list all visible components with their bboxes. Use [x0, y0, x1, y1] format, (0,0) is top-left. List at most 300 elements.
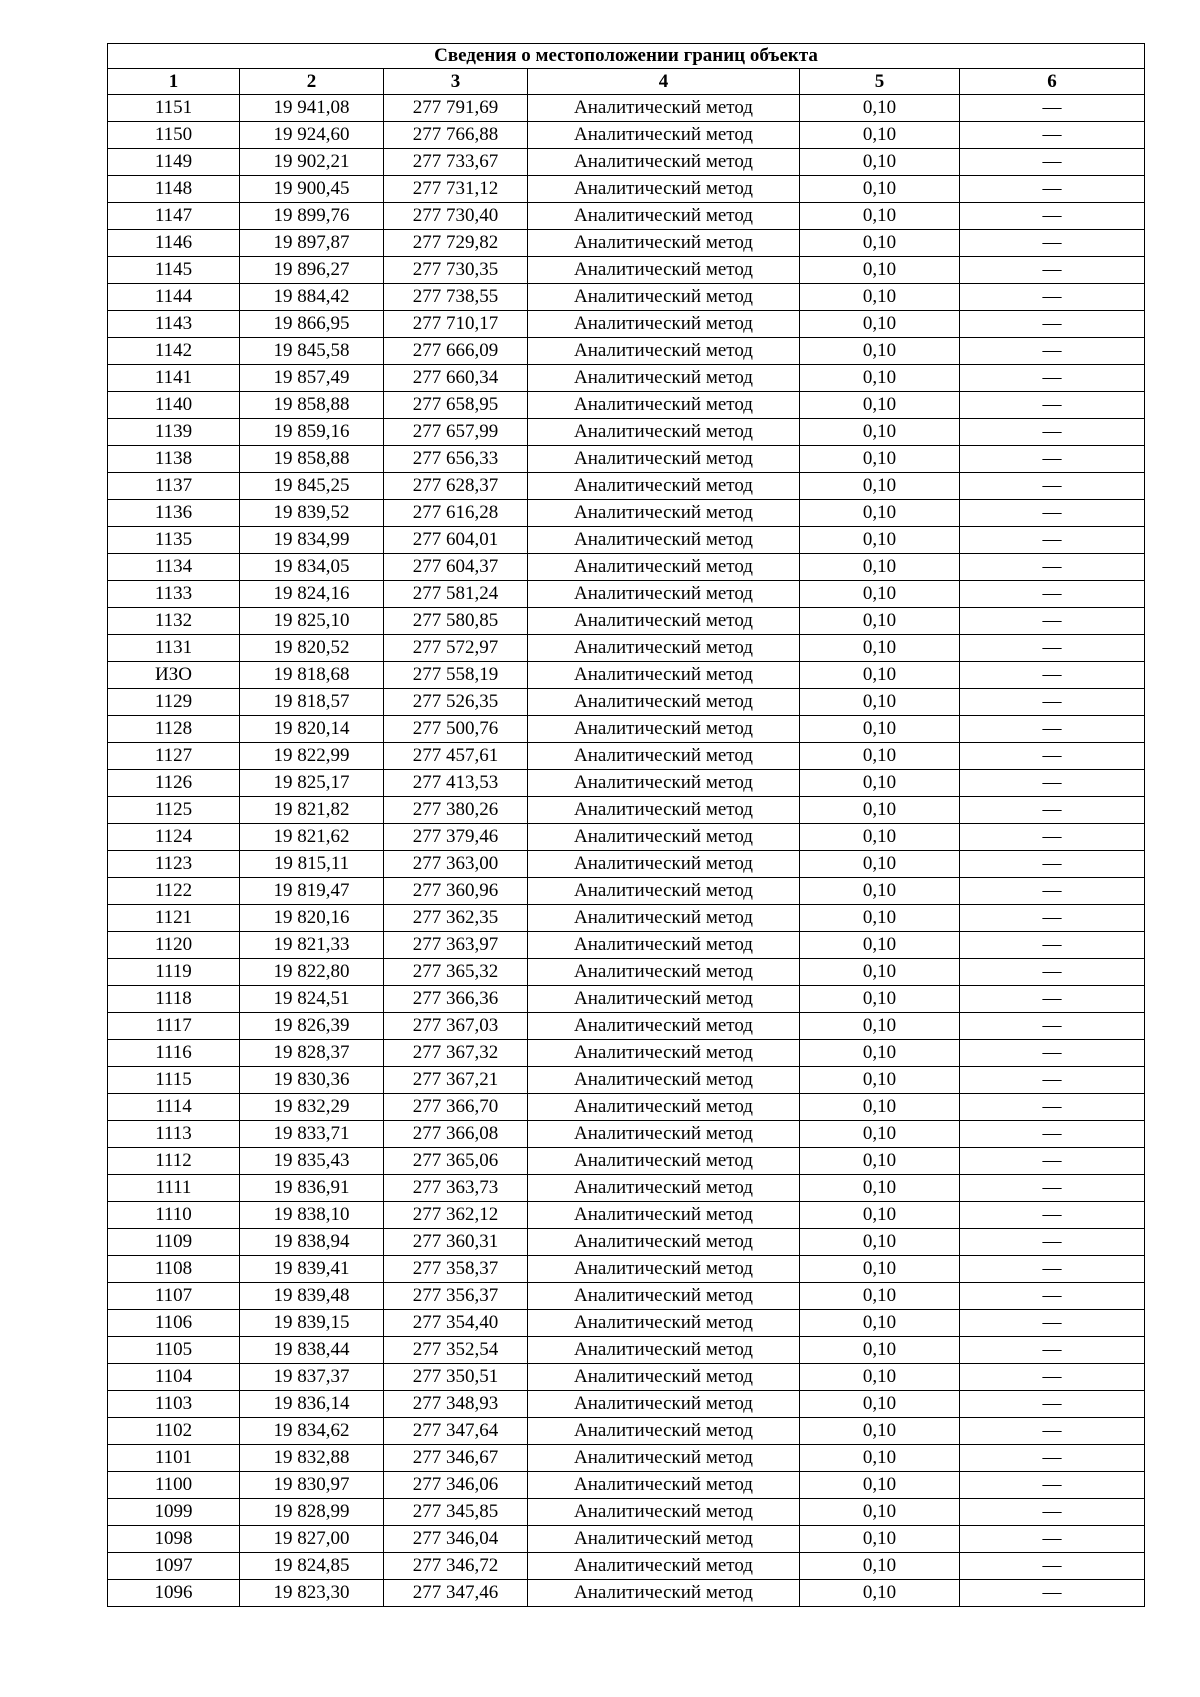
description-cell: — — [960, 392, 1145, 419]
x-coordinate-cell: 19 896,27 — [240, 257, 384, 284]
x-coordinate-cell: 19 899,76 — [240, 203, 384, 230]
table-row — [108, 230, 1145, 257]
accuracy-cell: 0,10 — [800, 986, 960, 1013]
table-row — [108, 122, 1145, 149]
x-coordinate-cell: 19 826,39 — [240, 1013, 384, 1040]
description-cell: — — [960, 446, 1145, 473]
x-coordinate-cell: 19 834,05 — [240, 554, 384, 581]
table-row — [108, 419, 1145, 446]
table-row — [108, 500, 1145, 527]
y-coordinate-cell: 277 363,73 — [384, 1175, 528, 1202]
point-number-cell: 1103 — [108, 1391, 240, 1418]
x-coordinate-cell: 19 836,14 — [240, 1391, 384, 1418]
description-cell: — — [960, 1256, 1145, 1283]
accuracy-cell: 0,10 — [800, 635, 960, 662]
accuracy-cell: 0,10 — [800, 203, 960, 230]
point-number-cell: 1111 — [108, 1175, 240, 1202]
y-coordinate-cell: 277 358,37 — [384, 1256, 528, 1283]
point-number-cell: 1143 — [108, 311, 240, 338]
y-coordinate-cell: 277 572,97 — [384, 635, 528, 662]
description-cell: — — [960, 1040, 1145, 1067]
y-coordinate-cell: 277 346,67 — [384, 1445, 528, 1472]
y-coordinate-cell: 277 558,19 — [384, 662, 528, 689]
y-coordinate-cell: 277 367,03 — [384, 1013, 528, 1040]
x-coordinate-cell: 19 835,43 — [240, 1148, 384, 1175]
method-cell: Аналитический метод — [528, 95, 800, 122]
table-row — [108, 365, 1145, 392]
table-row — [108, 176, 1145, 203]
description-cell: — — [960, 1391, 1145, 1418]
description-cell: — — [960, 743, 1145, 770]
y-coordinate-cell: 277 356,37 — [384, 1283, 528, 1310]
x-coordinate-cell: 19 830,36 — [240, 1067, 384, 1094]
description-cell: — — [960, 1418, 1145, 1445]
point-number-cell: 1145 — [108, 257, 240, 284]
description-cell: — — [960, 689, 1145, 716]
y-coordinate-cell: 277 526,35 — [384, 689, 528, 716]
x-coordinate-cell: 19 824,16 — [240, 581, 384, 608]
x-coordinate-cell: 19 839,52 — [240, 500, 384, 527]
method-cell: Аналитический метод — [528, 446, 800, 473]
table-row — [108, 1580, 1145, 1607]
point-number-cell: 1107 — [108, 1283, 240, 1310]
x-coordinate-cell: 19 857,49 — [240, 365, 384, 392]
description-cell: — — [960, 1202, 1145, 1229]
point-number-cell: 1131 — [108, 635, 240, 662]
y-coordinate-cell: 277 354,40 — [384, 1310, 528, 1337]
accuracy-cell: 0,10 — [800, 95, 960, 122]
table-row — [108, 932, 1145, 959]
accuracy-cell: 0,10 — [800, 689, 960, 716]
y-coordinate-cell: 277 367,21 — [384, 1067, 528, 1094]
table-row — [108, 1553, 1145, 1580]
table-row — [108, 1445, 1145, 1472]
y-coordinate-cell: 277 500,76 — [384, 716, 528, 743]
point-number-cell: 1104 — [108, 1364, 240, 1391]
x-coordinate-cell: 19 859,16 — [240, 419, 384, 446]
accuracy-cell: 0,10 — [800, 1580, 960, 1607]
table-row — [108, 1067, 1145, 1094]
method-cell: Аналитический метод — [528, 1202, 800, 1229]
point-number-cell: 1098 — [108, 1526, 240, 1553]
point-number-cell: 1151 — [108, 95, 240, 122]
method-cell: Аналитический метод — [528, 1094, 800, 1121]
method-cell: Аналитический метод — [528, 257, 800, 284]
method-cell: Аналитический метод — [528, 365, 800, 392]
accuracy-cell: 0,10 — [800, 1202, 960, 1229]
method-cell: Аналитический метод — [528, 1310, 800, 1337]
table-row — [108, 743, 1145, 770]
description-cell: — — [960, 1526, 1145, 1553]
description-cell: — — [960, 932, 1145, 959]
accuracy-cell: 0,10 — [800, 1472, 960, 1499]
column-header: 6 — [960, 69, 1145, 95]
method-cell: Аналитический метод — [528, 1121, 800, 1148]
x-coordinate-cell: 19 897,87 — [240, 230, 384, 257]
column-header: 5 — [800, 69, 960, 95]
x-coordinate-cell: 19 815,11 — [240, 851, 384, 878]
accuracy-cell: 0,10 — [800, 500, 960, 527]
method-cell: Аналитический метод — [528, 689, 800, 716]
y-coordinate-cell: 277 350,51 — [384, 1364, 528, 1391]
x-coordinate-cell: 19 821,62 — [240, 824, 384, 851]
table-row — [108, 1202, 1145, 1229]
y-coordinate-cell: 277 733,67 — [384, 149, 528, 176]
accuracy-cell: 0,10 — [800, 1283, 960, 1310]
y-coordinate-cell: 277 730,35 — [384, 257, 528, 284]
table-row — [108, 473, 1145, 500]
method-cell: Аналитический метод — [528, 716, 800, 743]
x-coordinate-cell: 19 924,60 — [240, 122, 384, 149]
x-coordinate-cell: 19 818,68 — [240, 662, 384, 689]
description-cell: — — [960, 1013, 1145, 1040]
description-cell: — — [960, 230, 1145, 257]
description-cell: — — [960, 203, 1145, 230]
x-coordinate-cell: 19 824,85 — [240, 1553, 384, 1580]
y-coordinate-cell: 277 366,36 — [384, 986, 528, 1013]
method-cell: Аналитический метод — [528, 1013, 800, 1040]
method-cell: Аналитический метод — [528, 527, 800, 554]
accuracy-cell: 0,10 — [800, 257, 960, 284]
method-cell: Аналитический метод — [528, 986, 800, 1013]
point-number-cell: 1135 — [108, 527, 240, 554]
table-row — [108, 1310, 1145, 1337]
method-cell: Аналитический метод — [528, 743, 800, 770]
accuracy-cell: 0,10 — [800, 851, 960, 878]
accuracy-cell: 0,10 — [800, 770, 960, 797]
description-cell: — — [960, 1499, 1145, 1526]
y-coordinate-cell: 277 666,09 — [384, 338, 528, 365]
point-number-cell: 1124 — [108, 824, 240, 851]
y-coordinate-cell: 277 658,95 — [384, 392, 528, 419]
method-cell: Аналитический метод — [528, 500, 800, 527]
y-coordinate-cell: 277 346,72 — [384, 1553, 528, 1580]
y-coordinate-cell: 277 657,99 — [384, 419, 528, 446]
accuracy-cell: 0,10 — [800, 1418, 960, 1445]
point-number-cell: 1141 — [108, 365, 240, 392]
description-cell: — — [960, 419, 1145, 446]
point-number-cell: 1101 — [108, 1445, 240, 1472]
x-coordinate-cell: 19 821,33 — [240, 932, 384, 959]
x-coordinate-cell: 19 818,57 — [240, 689, 384, 716]
table-row — [108, 689, 1145, 716]
accuracy-cell: 0,10 — [800, 554, 960, 581]
description-cell: — — [960, 500, 1145, 527]
table-row — [108, 905, 1145, 932]
table-row — [108, 608, 1145, 635]
table-row — [108, 1256, 1145, 1283]
method-cell: Аналитический метод — [528, 1553, 800, 1580]
accuracy-cell: 0,10 — [800, 1040, 960, 1067]
description-cell: — — [960, 365, 1145, 392]
y-coordinate-cell: 277 580,85 — [384, 608, 528, 635]
x-coordinate-cell: 19 822,80 — [240, 959, 384, 986]
y-coordinate-cell: 277 362,12 — [384, 1202, 528, 1229]
x-coordinate-cell: 19 824,51 — [240, 986, 384, 1013]
description-cell: — — [960, 176, 1145, 203]
accuracy-cell: 0,10 — [800, 716, 960, 743]
y-coordinate-cell: 277 731,12 — [384, 176, 528, 203]
description-cell: — — [960, 608, 1145, 635]
y-coordinate-cell: 277 730,40 — [384, 203, 528, 230]
method-cell: Аналитический метод — [528, 878, 800, 905]
x-coordinate-cell: 19 839,41 — [240, 1256, 384, 1283]
y-coordinate-cell: 277 346,06 — [384, 1472, 528, 1499]
method-cell: Аналитический метод — [528, 959, 800, 986]
accuracy-cell: 0,10 — [800, 1175, 960, 1202]
table-row — [108, 1418, 1145, 1445]
table-row — [108, 446, 1145, 473]
table-row — [108, 581, 1145, 608]
method-cell: Аналитический метод — [528, 1364, 800, 1391]
description-cell: — — [960, 554, 1145, 581]
method-cell: Аналитический метод — [528, 473, 800, 500]
accuracy-cell: 0,10 — [800, 527, 960, 554]
y-coordinate-cell: 277 366,08 — [384, 1121, 528, 1148]
point-number-cell: 1140 — [108, 392, 240, 419]
y-coordinate-cell: 277 738,55 — [384, 284, 528, 311]
point-number-cell: 1117 — [108, 1013, 240, 1040]
method-cell: Аналитический метод — [528, 338, 800, 365]
accuracy-cell: 0,10 — [800, 824, 960, 851]
description-cell: — — [960, 1553, 1145, 1580]
description-cell: — — [960, 635, 1145, 662]
accuracy-cell: 0,10 — [800, 311, 960, 338]
y-coordinate-cell: 277 363,97 — [384, 932, 528, 959]
method-cell: Аналитический метод — [528, 1283, 800, 1310]
method-cell: Аналитический метод — [528, 122, 800, 149]
point-number-cell: 1119 — [108, 959, 240, 986]
x-coordinate-cell: 19 825,10 — [240, 608, 384, 635]
point-number-cell: 1121 — [108, 905, 240, 932]
point-number-cell: 1126 — [108, 770, 240, 797]
y-coordinate-cell: 277 360,31 — [384, 1229, 528, 1256]
column-header: 3 — [384, 69, 528, 95]
accuracy-cell: 0,10 — [800, 230, 960, 257]
table-row — [108, 1121, 1145, 1148]
description-cell: — — [960, 959, 1145, 986]
method-cell: Аналитический метод — [528, 608, 800, 635]
method-cell: Аналитический метод — [528, 1391, 800, 1418]
method-cell: Аналитический метод — [528, 797, 800, 824]
method-cell: Аналитический метод — [528, 824, 800, 851]
description-cell: — — [960, 1364, 1145, 1391]
table-title: Сведения о местоположении границ объекта — [108, 44, 1145, 69]
method-cell: Аналитический метод — [528, 635, 800, 662]
y-coordinate-cell: 277 348,93 — [384, 1391, 528, 1418]
point-number-cell: 1142 — [108, 338, 240, 365]
y-coordinate-cell: 277 710,17 — [384, 311, 528, 338]
table-row — [108, 986, 1145, 1013]
table-row — [108, 1148, 1145, 1175]
method-cell: Аналитический метод — [528, 230, 800, 257]
table-row — [108, 1013, 1145, 1040]
point-number-cell: 1102 — [108, 1418, 240, 1445]
accuracy-cell: 0,10 — [800, 1067, 960, 1094]
method-cell: Аналитический метод — [528, 1472, 800, 1499]
point-number-cell: 1138 — [108, 446, 240, 473]
x-coordinate-cell: 19 838,44 — [240, 1337, 384, 1364]
method-cell: Аналитический метод — [528, 662, 800, 689]
x-coordinate-cell: 19 839,15 — [240, 1310, 384, 1337]
x-coordinate-cell: 19 837,37 — [240, 1364, 384, 1391]
x-coordinate-cell: 19 838,10 — [240, 1202, 384, 1229]
point-number-cell: 1137 — [108, 473, 240, 500]
description-cell: — — [960, 1472, 1145, 1499]
x-coordinate-cell: 19 900,45 — [240, 176, 384, 203]
x-coordinate-cell: 19 839,48 — [240, 1283, 384, 1310]
x-coordinate-cell: 19 821,82 — [240, 797, 384, 824]
method-cell: Аналитический метод — [528, 1418, 800, 1445]
point-number-cell: 1110 — [108, 1202, 240, 1229]
x-coordinate-cell: 19 828,37 — [240, 1040, 384, 1067]
accuracy-cell: 0,10 — [800, 878, 960, 905]
description-cell: — — [960, 824, 1145, 851]
point-number-cell: 1144 — [108, 284, 240, 311]
accuracy-cell: 0,10 — [800, 1391, 960, 1418]
method-cell: Аналитический метод — [528, 1337, 800, 1364]
description-cell: — — [960, 1337, 1145, 1364]
table-row — [108, 851, 1145, 878]
description-cell: — — [960, 1580, 1145, 1607]
column-header: 2 — [240, 69, 384, 95]
x-coordinate-cell: 19 858,88 — [240, 392, 384, 419]
y-coordinate-cell: 277 380,26 — [384, 797, 528, 824]
table-row — [108, 662, 1145, 689]
point-number-cell: 1123 — [108, 851, 240, 878]
y-coordinate-cell: 277 656,33 — [384, 446, 528, 473]
point-number-cell: ИЗО — [108, 662, 240, 689]
point-number-cell: 1109 — [108, 1229, 240, 1256]
point-number-cell: 1099 — [108, 1499, 240, 1526]
x-coordinate-cell: 19 823,30 — [240, 1580, 384, 1607]
point-number-cell: 1114 — [108, 1094, 240, 1121]
point-number-cell: 1118 — [108, 986, 240, 1013]
y-coordinate-cell: 277 360,96 — [384, 878, 528, 905]
x-coordinate-cell: 19 830,97 — [240, 1472, 384, 1499]
point-number-cell: 1112 — [108, 1148, 240, 1175]
point-number-cell: 1120 — [108, 932, 240, 959]
accuracy-cell: 0,10 — [800, 1013, 960, 1040]
accuracy-cell: 0,10 — [800, 1553, 960, 1580]
column-header: 1 — [108, 69, 240, 95]
y-coordinate-cell: 277 616,28 — [384, 500, 528, 527]
description-cell: — — [960, 797, 1145, 824]
table-row — [108, 338, 1145, 365]
table-row — [108, 95, 1145, 122]
accuracy-cell: 0,10 — [800, 662, 960, 689]
accuracy-cell: 0,10 — [800, 1499, 960, 1526]
y-coordinate-cell: 277 362,35 — [384, 905, 528, 932]
y-coordinate-cell: 277 604,37 — [384, 554, 528, 581]
point-number-cell: 1129 — [108, 689, 240, 716]
method-cell: Аналитический метод — [528, 581, 800, 608]
method-cell: Аналитический метод — [528, 1040, 800, 1067]
point-number-cell: 1132 — [108, 608, 240, 635]
point-number-cell: 1108 — [108, 1256, 240, 1283]
table-row — [108, 257, 1145, 284]
y-coordinate-cell: 277 379,46 — [384, 824, 528, 851]
accuracy-cell: 0,10 — [800, 284, 960, 311]
x-coordinate-cell: 19 819,47 — [240, 878, 384, 905]
method-cell: Аналитический метод — [528, 1148, 800, 1175]
x-coordinate-cell: 19 820,52 — [240, 635, 384, 662]
table-row — [108, 1337, 1145, 1364]
y-coordinate-cell: 277 363,00 — [384, 851, 528, 878]
table-row — [108, 824, 1145, 851]
table-row — [108, 1499, 1145, 1526]
y-coordinate-cell: 277 660,34 — [384, 365, 528, 392]
method-cell: Аналитический метод — [528, 554, 800, 581]
point-number-cell: 1127 — [108, 743, 240, 770]
table-row — [108, 527, 1145, 554]
y-coordinate-cell: 277 352,54 — [384, 1337, 528, 1364]
table-row — [108, 284, 1145, 311]
accuracy-cell: 0,10 — [800, 905, 960, 932]
description-cell: — — [960, 716, 1145, 743]
accuracy-cell: 0,10 — [800, 419, 960, 446]
x-coordinate-cell: 19 845,25 — [240, 473, 384, 500]
description-cell: — — [960, 851, 1145, 878]
table-row — [108, 1472, 1145, 1499]
accuracy-cell: 0,10 — [800, 446, 960, 473]
point-number-cell: 1136 — [108, 500, 240, 527]
description-cell: — — [960, 338, 1145, 365]
x-coordinate-cell: 19 832,88 — [240, 1445, 384, 1472]
point-number-cell: 1150 — [108, 122, 240, 149]
accuracy-cell: 0,10 — [800, 1094, 960, 1121]
description-cell: — — [960, 1148, 1145, 1175]
point-number-cell: 1149 — [108, 149, 240, 176]
table-row — [108, 554, 1145, 581]
description-cell: — — [960, 662, 1145, 689]
accuracy-cell: 0,10 — [800, 149, 960, 176]
x-coordinate-cell: 19 820,14 — [240, 716, 384, 743]
x-coordinate-cell: 19 866,95 — [240, 311, 384, 338]
accuracy-cell: 0,10 — [800, 1445, 960, 1472]
table-row — [108, 311, 1145, 338]
description-cell: — — [960, 1175, 1145, 1202]
table-row — [108, 1391, 1145, 1418]
point-number-cell: 1128 — [108, 716, 240, 743]
method-cell: Аналитический метод — [528, 1526, 800, 1553]
accuracy-cell: 0,10 — [800, 1364, 960, 1391]
description-cell: — — [960, 1094, 1145, 1121]
point-number-cell: 1125 — [108, 797, 240, 824]
method-cell: Аналитический метод — [528, 905, 800, 932]
description-cell: — — [960, 905, 1145, 932]
y-coordinate-cell: 277 413,53 — [384, 770, 528, 797]
method-cell: Аналитический метод — [528, 284, 800, 311]
column-header: 4 — [528, 69, 800, 95]
description-cell: — — [960, 1310, 1145, 1337]
point-number-cell: 1115 — [108, 1067, 240, 1094]
table-row — [108, 1229, 1145, 1256]
column-header-row — [108, 69, 1145, 95]
y-coordinate-cell: 277 457,61 — [384, 743, 528, 770]
method-cell: Аналитический метод — [528, 311, 800, 338]
x-coordinate-cell: 19 858,88 — [240, 446, 384, 473]
point-number-cell: 1134 — [108, 554, 240, 581]
description-cell: — — [960, 311, 1145, 338]
x-coordinate-cell: 19 832,29 — [240, 1094, 384, 1121]
x-coordinate-cell: 19 836,91 — [240, 1175, 384, 1202]
accuracy-cell: 0,10 — [800, 365, 960, 392]
accuracy-cell: 0,10 — [800, 581, 960, 608]
method-cell: Аналитический метод — [528, 176, 800, 203]
point-number-cell: 1122 — [108, 878, 240, 905]
method-cell: Аналитический метод — [528, 1445, 800, 1472]
